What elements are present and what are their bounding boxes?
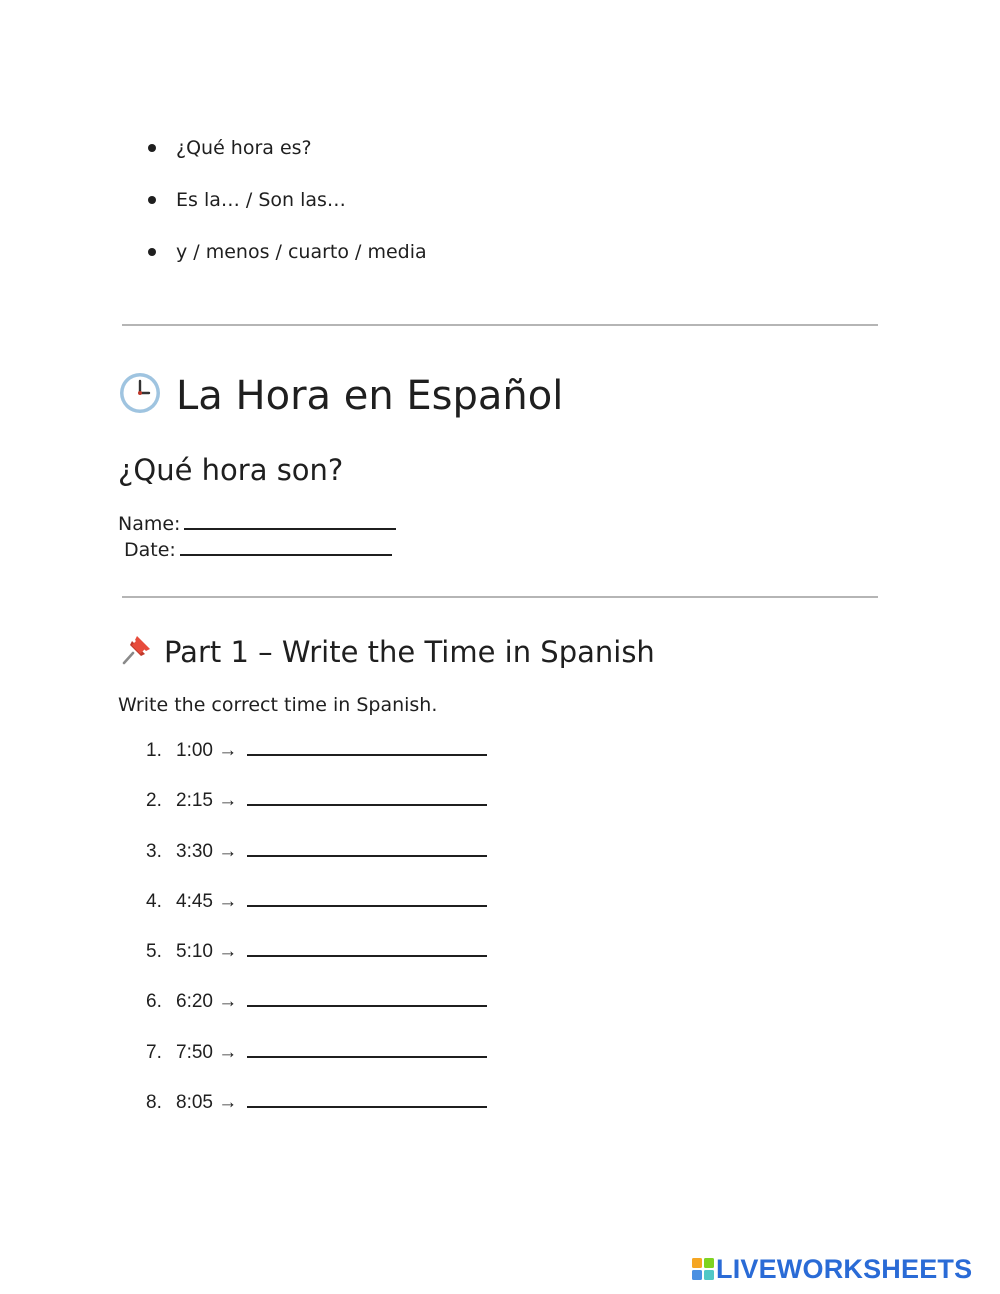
time-prompt: 7:50 → — [176, 1041, 238, 1063]
page-title — [118, 368, 563, 424]
instructions: Write the correct time in Spanish. — [118, 694, 438, 716]
date-field — [124, 536, 392, 563]
logo-text: LIVEWORKSHEETS — [716, 1254, 973, 1284]
item-number: 4. — [146, 890, 162, 912]
exercise-item — [146, 736, 487, 786]
exercise-item — [146, 786, 487, 836]
exercise-item — [146, 1038, 487, 1088]
time-prompt: 6:20 → — [176, 991, 238, 1013]
time-prompt: 5:10 → — [176, 941, 238, 963]
exercise-item — [146, 987, 487, 1037]
exercise-item — [146, 1088, 487, 1138]
exercise-list — [146, 736, 487, 1138]
part1-heading — [118, 632, 655, 672]
title-text: La Hora en Español — [176, 373, 564, 419]
answer-blank[interactable] — [247, 887, 487, 907]
clock-icon — [118, 371, 162, 415]
date-label: Date: — [124, 539, 176, 561]
divider — [122, 596, 878, 598]
name-blank[interactable] — [184, 510, 396, 530]
item-number: 3. — [146, 840, 162, 862]
item-number: 8. — [146, 1092, 162, 1114]
exercise-item — [146, 887, 487, 937]
part1-heading-text: Part 1 – Write the Time in Spanish — [164, 635, 655, 669]
date-blank[interactable] — [180, 536, 392, 556]
answer-blank[interactable] — [247, 786, 487, 806]
vocab-item — [146, 238, 427, 290]
time-prompt: 4:45 → — [176, 890, 238, 912]
time-prompt: 1:00 → — [176, 740, 238, 761]
vocab-text: Es la… / Son las… — [176, 189, 346, 211]
exercise-item — [146, 837, 487, 887]
vocab-item — [146, 134, 427, 186]
exercise-item — [146, 937, 487, 987]
item-number: 1. — [146, 740, 162, 761]
bullet-dot — [148, 248, 156, 256]
name-label: Name: — [118, 513, 181, 535]
bullet-dot — [148, 196, 156, 204]
divider — [122, 324, 878, 326]
answer-blank[interactable] — [247, 987, 487, 1007]
time-prompt: 3:30 → — [176, 840, 238, 862]
item-number: 5. — [146, 941, 162, 963]
vocab-list — [146, 134, 427, 290]
pushpin-icon — [118, 632, 154, 668]
name-field — [118, 510, 396, 537]
answer-blank[interactable] — [247, 937, 487, 957]
time-prompt: 8:05 → — [176, 1092, 238, 1114]
answer-blank[interactable] — [247, 736, 487, 756]
vocab-text: ¿Qué hora es? — [176, 137, 312, 159]
item-number: 6. — [146, 991, 162, 1013]
item-number: 2. — [146, 790, 162, 812]
liveworksheets-logo[interactable] — [692, 1254, 972, 1286]
answer-blank[interactable] — [247, 1088, 487, 1108]
answer-blank[interactable] — [247, 1038, 487, 1058]
subtitle: ¿Qué hora son? — [118, 453, 344, 487]
vocab-item — [146, 186, 427, 238]
bullet-dot — [148, 144, 156, 152]
liveworksheets-logo-icon — [692, 1258, 714, 1280]
answer-blank[interactable] — [247, 837, 487, 857]
item-number: 7. — [146, 1041, 162, 1063]
vocab-text: y / menos / cuarto / media — [176, 241, 427, 263]
time-prompt: 2:15 → — [176, 790, 238, 812]
